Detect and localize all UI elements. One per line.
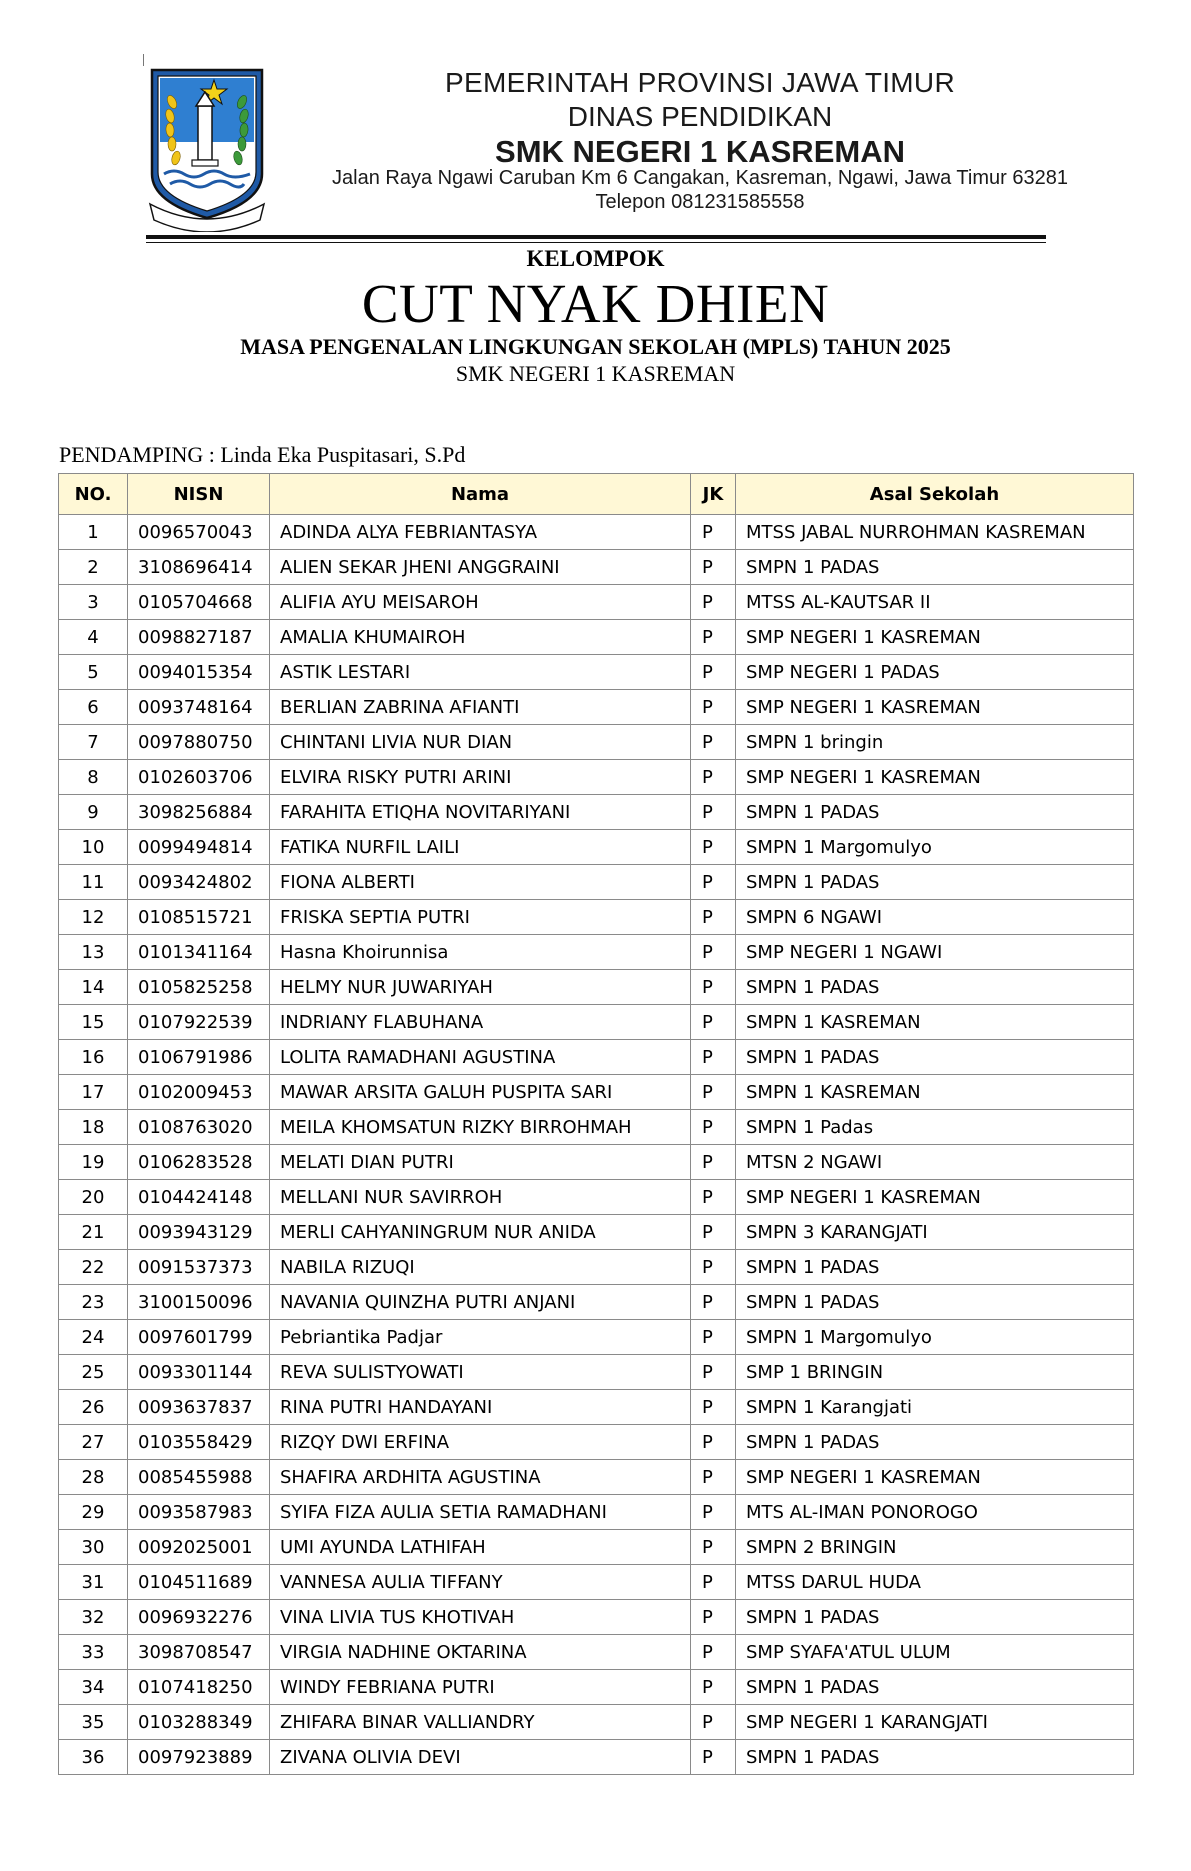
table-row [59, 1635, 1134, 1670]
cell-asal-sekolah: SMPN 1 PADAS [736, 550, 1134, 585]
table-row [59, 1425, 1134, 1460]
cell-nisn: 0104511689 [128, 1565, 270, 1600]
cell-asal-sekolah: MTSS JABAL NURROHMAN KASREMAN [736, 515, 1134, 550]
cell-no: 25 [59, 1355, 128, 1390]
table-row [59, 1670, 1134, 1705]
cell-asal-sekolah: SMPN 1 PADAS [736, 1285, 1134, 1320]
letterhead-government: PEMERINTAH PROVINSI JAWA TIMUR [445, 67, 955, 98]
cell-asal-sekolah: SMP NEGERI 1 KARANGJATI [736, 1705, 1134, 1740]
table-row [59, 1705, 1134, 1740]
cell-nama: ELVIRA RISKY PUTRI ARINI [270, 760, 691, 795]
cell-jk: P [691, 1495, 736, 1530]
cell-asal-sekolah: MTSN 2 NGAWI [736, 1145, 1134, 1180]
cell-nisn: 0103558429 [128, 1425, 270, 1460]
cell-nama: MELATI DIAN PUTRI [270, 1145, 691, 1180]
cell-nama: NABILA RIZUQI [270, 1250, 691, 1285]
cell-nisn: 0093587983 [128, 1495, 270, 1530]
cell-nama: ZIVANA OLIVIA DEVI [270, 1740, 691, 1775]
cell-nama: VIRGIA NADHINE OKTARINA [270, 1635, 691, 1670]
cell-nisn: 0103288349 [128, 1705, 270, 1740]
cell-no: 33 [59, 1635, 128, 1670]
cell-jk: P [691, 1670, 736, 1705]
cell-asal-sekolah: SMP NEGERI 1 KASREMAN [736, 1180, 1134, 1215]
cell-no: 22 [59, 1250, 128, 1285]
cell-no: 21 [59, 1215, 128, 1250]
cell-nisn: 0093301144 [128, 1355, 270, 1390]
table-row [59, 1355, 1134, 1390]
cell-no: 10 [59, 830, 128, 865]
column-header-asal-sekolah: Asal Sekolah [736, 474, 1134, 515]
cell-nama: FIONA ALBERTI [270, 865, 691, 900]
cell-nama: VINA LIVIA TUS KHOTIVAH [270, 1600, 691, 1635]
cell-jk: P [691, 865, 736, 900]
cell-nama: Hasna Khoirunnisa [270, 935, 691, 970]
cell-asal-sekolah: SMPN 1 PADAS [736, 1425, 1134, 1460]
cell-asal-sekolah: SMPN 6 NGAWI [736, 900, 1134, 935]
column-header-nama: Nama [270, 474, 691, 515]
table-row [59, 830, 1134, 865]
cell-no: 29 [59, 1495, 128, 1530]
cell-asal-sekolah: SMPN 1 PADAS [736, 865, 1134, 900]
cell-nisn: 0096570043 [128, 515, 270, 550]
cell-nisn: 3098708547 [128, 1635, 270, 1670]
cell-nama: MELLANI NUR SAVIRROH [270, 1180, 691, 1215]
cell-jk: P [691, 1530, 736, 1565]
cell-no: 20 [59, 1180, 128, 1215]
cell-nama: ALIEN SEKAR JHENI ANGGRAINI [270, 550, 691, 585]
table-row [59, 1285, 1134, 1320]
cell-jk: P [691, 1285, 736, 1320]
cell-nama: FATIKA NURFIL LAILI [270, 830, 691, 865]
cell-no: 14 [59, 970, 128, 1005]
cell-jk: P [691, 1110, 736, 1145]
cell-nama: UMI AYUNDA LATHIFAH [270, 1530, 691, 1565]
table-row [59, 1110, 1134, 1145]
cell-asal-sekolah: SMPN 1 PADAS [736, 1600, 1134, 1635]
cell-nisn: 0091537373 [128, 1250, 270, 1285]
cell-jk: P [691, 1565, 736, 1600]
cell-jk: P [691, 550, 736, 585]
letterhead-department: DINAS PENDIDIKAN [567, 101, 833, 132]
cell-nama: NAVANIA QUINZHA PUTRI ANJANI [270, 1285, 691, 1320]
table-row [59, 1180, 1134, 1215]
cell-nisn: 3100150096 [128, 1285, 270, 1320]
cell-jk: P [691, 1250, 736, 1285]
cell-no: 3 [59, 585, 128, 620]
cell-jk: P [691, 1740, 736, 1775]
cell-nisn: 0105704668 [128, 585, 270, 620]
cell-no: 28 [59, 1460, 128, 1495]
table-body [59, 515, 1134, 1775]
cell-asal-sekolah: SMPN 2 BRINGIN [736, 1530, 1134, 1565]
cell-jk: P [691, 1635, 736, 1670]
table-row [59, 1215, 1134, 1250]
cell-jk: P [691, 900, 736, 935]
table-row [59, 970, 1134, 1005]
cell-nisn: 0101341164 [128, 935, 270, 970]
table-row [59, 1740, 1134, 1775]
cell-nama: RINA PUTRI HANDAYANI [270, 1390, 691, 1425]
cell-nisn: 0102009453 [128, 1075, 270, 1110]
cell-jk: P [691, 1005, 736, 1040]
table-row [59, 1075, 1134, 1110]
cell-asal-sekolah: SMPN 1 PADAS [736, 795, 1134, 830]
cell-nama: FRISKA SEPTIA PUTRI [270, 900, 691, 935]
cell-no: 30 [59, 1530, 128, 1565]
cell-nisn: 0093748164 [128, 690, 270, 725]
cell-jk: P [691, 1180, 736, 1215]
table-row [59, 1320, 1134, 1355]
cell-nama: MEILA KHOMSATUN RIZKY BIRROHMAH [270, 1110, 691, 1145]
cell-no: 5 [59, 655, 128, 690]
cell-jk: P [691, 515, 736, 550]
cell-nisn: 0107922539 [128, 1005, 270, 1040]
cell-jk: P [691, 1040, 736, 1075]
table-row [59, 1460, 1134, 1495]
school-name: SMK NEGERI 1 KASREMAN [455, 361, 736, 386]
cell-asal-sekolah: SMP NEGERI 1 KASREMAN [736, 620, 1134, 655]
cell-asal-sekolah: SMP NEGERI 1 KASREMAN [736, 760, 1134, 795]
cell-nama: ALIFIA AYU MEISAROH [270, 585, 691, 620]
cell-nisn: 0098827187 [128, 620, 270, 655]
table-row [59, 1390, 1134, 1425]
cell-no: 1 [59, 515, 128, 550]
cell-nisn: 0097923889 [128, 1740, 270, 1775]
cell-nama: Pebriantika Padjar [270, 1320, 691, 1355]
cell-nama: SYIFA FIZA AULIA SETIA RAMADHANI [270, 1495, 691, 1530]
cell-nisn: 0099494814 [128, 830, 270, 865]
cell-jk: P [691, 690, 736, 725]
cell-nama: ADINDA ALYA FEBRIANTASYA [270, 515, 691, 550]
cell-jk: P [691, 1705, 736, 1740]
table-row [59, 655, 1134, 690]
cell-nama: HELMY NUR JUWARIYAH [270, 970, 691, 1005]
cell-nisn: 0104424148 [128, 1180, 270, 1215]
mentor-line: PENDAMPING : Linda Eka Puspitasari, S.Pd [59, 442, 466, 467]
cell-jk: P [691, 1355, 736, 1390]
cell-no: 35 [59, 1705, 128, 1740]
table-row [59, 515, 1134, 550]
cell-no: 17 [59, 1075, 128, 1110]
cell-asal-sekolah: SMPN 1 KASREMAN [736, 1075, 1134, 1110]
cell-asal-sekolah: SMPN 1 Margomulyo [736, 1320, 1134, 1355]
letterhead-phone: Telepon 081231585558 [595, 191, 805, 213]
student-table [58, 473, 1134, 1775]
cell-nama: ASTIK LESTARI [270, 655, 691, 690]
cell-jk: P [691, 760, 736, 795]
cell-jk: P [691, 585, 736, 620]
table-row [59, 620, 1134, 655]
cell-no: 18 [59, 1110, 128, 1145]
cell-no: 16 [59, 1040, 128, 1075]
cell-nisn: 0108515721 [128, 900, 270, 935]
cell-jk: P [691, 830, 736, 865]
cell-asal-sekolah: MTSS DARUL HUDA [736, 1565, 1134, 1600]
cell-no: 4 [59, 620, 128, 655]
cell-nisn: 3108696414 [128, 550, 270, 585]
table-row [59, 1600, 1134, 1635]
cell-asal-sekolah: MTS AL-IMAN PONOROGO [736, 1495, 1134, 1530]
cell-jk: P [691, 1390, 736, 1425]
column-header-jk: JK [691, 474, 736, 515]
table-row [59, 865, 1134, 900]
table-row [59, 1005, 1134, 1040]
cell-nama: BERLIAN ZABRINA AFIANTI [270, 690, 691, 725]
cell-nisn: 0102603706 [128, 760, 270, 795]
group-name: CUT NYAK DHIEN [361, 273, 830, 334]
cell-asal-sekolah: SMPN 1 Margomulyo [736, 830, 1134, 865]
table-row [59, 900, 1134, 935]
table-row [59, 795, 1134, 830]
cell-nama: WINDY FEBRIANA PUTRI [270, 1670, 691, 1705]
cell-nama: REVA SULISTYOWATI [270, 1355, 691, 1390]
cell-nama: AMALIA KHUMAIROH [270, 620, 691, 655]
cell-no: 26 [59, 1390, 128, 1425]
cell-jk: P [691, 1600, 736, 1635]
cell-nisn: 0108763020 [128, 1110, 270, 1145]
cell-asal-sekolah: SMPN 3 KARANGJATI [736, 1215, 1134, 1250]
cell-asal-sekolah: SMPN 1 PADAS [736, 1670, 1134, 1705]
cell-no: 9 [59, 795, 128, 830]
cell-nama: INDRIANY FLABUHANA [270, 1005, 691, 1040]
cell-nisn: 0106791986 [128, 1040, 270, 1075]
cell-asal-sekolah: SMPN 1 Karangjati [736, 1390, 1134, 1425]
cell-nisn: 0094015354 [128, 655, 270, 690]
cell-asal-sekolah: SMPN 1 bringin [736, 725, 1134, 760]
cell-nama: VANNESA AULIA TIFFANY [270, 1565, 691, 1600]
cell-jk: P [691, 1425, 736, 1460]
table-row [59, 760, 1134, 795]
cell-no: 2 [59, 550, 128, 585]
cell-nisn: 0085455988 [128, 1460, 270, 1495]
table-row [59, 1565, 1134, 1600]
cell-jk: P [691, 655, 736, 690]
cell-asal-sekolah: SMPN 1 PADAS [736, 1040, 1134, 1075]
cell-no: 32 [59, 1600, 128, 1635]
cell-no: 6 [59, 690, 128, 725]
letterhead-divider-thin [146, 242, 1046, 243]
cell-no: 23 [59, 1285, 128, 1320]
letterhead-address: Jalan Raya Ngawi Caruban Km 6 Cangakan, Kasreman, Ngawi, Jawa Timur 63281 [332, 167, 1068, 189]
cell-no: 8 [59, 760, 128, 795]
cell-nama: LOLITA RAMADHANI AGUSTINA [270, 1040, 691, 1075]
letterhead-divider [146, 235, 1046, 239]
cell-nisn: 0105825258 [128, 970, 270, 1005]
table-row [59, 1250, 1134, 1285]
cell-no: 31 [59, 1565, 128, 1600]
cell-jk: P [691, 1075, 736, 1110]
cell-no: 36 [59, 1740, 128, 1775]
cell-jk: P [691, 935, 736, 970]
cell-no: 11 [59, 865, 128, 900]
cell-nama: ZHIFARA BINAR VALLIANDRY [270, 1705, 691, 1740]
cell-no: 24 [59, 1320, 128, 1355]
letterhead-school: SMK NEGERI 1 KASREMAN [495, 134, 905, 169]
cell-nama: MERLI CAHYANINGRUM NUR ANIDA [270, 1215, 691, 1250]
group-label: KELOMPOK [526, 246, 665, 271]
cell-asal-sekolah: SMP SYAFA'ATUL ULUM [736, 1635, 1134, 1670]
cell-no: 15 [59, 1005, 128, 1040]
cell-no: 27 [59, 1425, 128, 1460]
cell-no: 12 [59, 900, 128, 935]
cell-nisn: 0097601799 [128, 1320, 270, 1355]
cell-jk: P [691, 1215, 736, 1250]
cell-nama: SHAFIRA ARDHITA AGUSTINA [270, 1460, 691, 1495]
cell-jk: P [691, 1145, 736, 1180]
table-row [59, 1145, 1134, 1180]
cell-asal-sekolah: SMPN 1 PADAS [736, 1250, 1134, 1285]
cell-nama: MAWAR ARSITA GALUH PUSPITA SARI [270, 1075, 691, 1110]
cell-asal-sekolah: SMP NEGERI 1 KASREMAN [736, 1460, 1134, 1495]
cell-nisn: 0093943129 [128, 1215, 270, 1250]
cell-asal-sekolah: MTSS AL-KAUTSAR II [736, 585, 1134, 620]
table-row [59, 1530, 1134, 1565]
cell-nama: CHINTANI LIVIA NUR DIAN [270, 725, 691, 760]
cell-nisn: 0092025001 [128, 1530, 270, 1565]
cell-asal-sekolah: SMPN 1 KASREMAN [736, 1005, 1134, 1040]
table-row [59, 725, 1134, 760]
table-header-row [59, 474, 1134, 515]
cell-jk: P [691, 1460, 736, 1495]
cell-jk: P [691, 970, 736, 1005]
cell-asal-sekolah: SMP NEGERI 1 PADAS [736, 655, 1134, 690]
cell-nisn: 0093424802 [128, 865, 270, 900]
cell-no: 34 [59, 1670, 128, 1705]
east-java-emblem-icon [142, 62, 272, 232]
cell-nisn: 0097880750 [128, 725, 270, 760]
cell-jk: P [691, 795, 736, 830]
cell-nisn: 0093637837 [128, 1390, 270, 1425]
cell-nisn: 3098256884 [128, 795, 270, 830]
cell-nisn: 0106283528 [128, 1145, 270, 1180]
cell-asal-sekolah: SMPN 1 Padas [736, 1110, 1134, 1145]
cell-nama: RIZQY DWI ERFINA [270, 1425, 691, 1460]
table-row [59, 1495, 1134, 1530]
cell-asal-sekolah: SMP NEGERI 1 KASREMAN [736, 690, 1134, 725]
cell-nisn: 0096932276 [128, 1600, 270, 1635]
cell-asal-sekolah: SMPN 1 PADAS [736, 970, 1134, 1005]
cell-no: 7 [59, 725, 128, 760]
cell-nisn: 0107418250 [128, 1670, 270, 1705]
cell-jk: P [691, 620, 736, 655]
table-row [59, 690, 1134, 725]
cell-asal-sekolah: SMP 1 BRINGIN [736, 1355, 1134, 1390]
table-row [59, 1040, 1134, 1075]
table-row [59, 550, 1134, 585]
cell-jk: P [691, 725, 736, 760]
column-header-no: NO. [59, 474, 128, 515]
cell-no: 19 [59, 1145, 128, 1180]
table-row [59, 585, 1134, 620]
column-header-nisn: NISN [128, 474, 270, 515]
cell-asal-sekolah: SMPN 1 PADAS [736, 1740, 1134, 1775]
cell-nama: FARAHITA ETIQHA NOVITARIYANI [270, 795, 691, 830]
table-row [59, 935, 1134, 970]
cell-jk: P [691, 1320, 736, 1355]
event-title: MASA PENGENALAN LINGKUNGAN SEKOLAH (MPLS) TAHUN 2025 [240, 334, 951, 359]
cell-asal-sekolah: SMP NEGERI 1 NGAWI [736, 935, 1134, 970]
cell-no: 13 [59, 935, 128, 970]
